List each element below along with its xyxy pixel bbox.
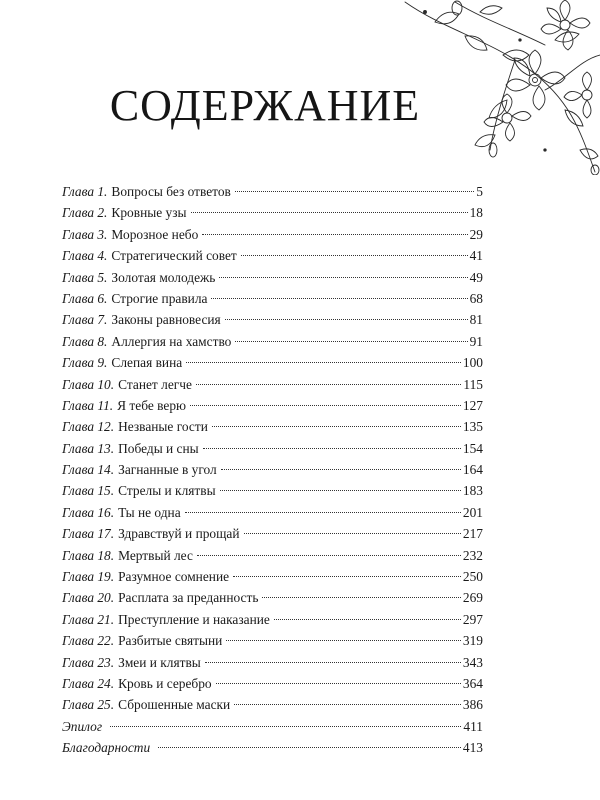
entry-label: Глава 1. xyxy=(62,184,108,199)
entry-label: Глава 22. xyxy=(62,633,115,649)
entry-title: Стратегический совет xyxy=(111,248,237,264)
dot-leader xyxy=(110,726,461,727)
entry-page-number: 343 xyxy=(462,654,483,670)
table-of-contents xyxy=(62,181,483,759)
entry-label: Глава 16. xyxy=(62,504,115,520)
entry-title: Ты не одна xyxy=(118,504,181,520)
entry-label: Глава 11. xyxy=(62,397,114,413)
entry-label: Глава 17. xyxy=(62,526,115,542)
entry-title: Разбитые святыни xyxy=(118,633,223,649)
toc-entry xyxy=(62,352,483,373)
entry-page-number: 91 xyxy=(469,333,483,349)
page-title: СОДЕРЖАНИЕ xyxy=(109,81,421,130)
entry-title: Строгие правила xyxy=(111,290,208,306)
entry-title: Победы и сны xyxy=(118,440,199,456)
entry-title: Стрелы и клятвы xyxy=(118,483,216,499)
toc-entry xyxy=(62,267,483,288)
entry-label: Глава 25. xyxy=(62,697,115,713)
entry-page-number: 81 xyxy=(469,312,483,328)
dot-leader xyxy=(225,319,468,320)
dot-leader xyxy=(262,597,460,598)
entry-page-number: 319 xyxy=(462,633,483,649)
toc-entry xyxy=(62,694,483,715)
dot-leader xyxy=(190,405,461,406)
dot-leader xyxy=(274,619,461,620)
dot-leader xyxy=(233,576,461,577)
entry-label: Глава 23. xyxy=(62,654,115,670)
dot-leader xyxy=(191,212,468,213)
dot-leader xyxy=(205,662,461,663)
entry-title: Змеи и клятвы xyxy=(118,654,201,670)
entry-label: Глава 18. xyxy=(62,547,115,563)
entry-label: Глава 19. xyxy=(62,569,115,585)
dot-leader xyxy=(185,512,461,513)
entry-label: Глава 8. xyxy=(62,333,108,349)
entry-title: Слепая вина xyxy=(111,355,183,371)
toc-entry xyxy=(62,630,483,651)
entry-page-number: 297 xyxy=(462,611,483,627)
entry-title: Здравствуй и прощай xyxy=(118,526,240,542)
toc-entry xyxy=(62,566,483,587)
entry-label: Глава 6. xyxy=(62,290,108,306)
entry-title: Мертвый лес xyxy=(118,547,193,563)
entry-page-number: 217 xyxy=(462,526,483,542)
entry-title: Расплата за преданность xyxy=(118,590,259,606)
entry-page-number: 49 xyxy=(469,269,483,285)
dot-leader xyxy=(241,255,468,256)
toc-entry xyxy=(62,416,483,437)
dot-leader xyxy=(244,533,461,534)
entry-title: Незваные гости xyxy=(118,419,208,435)
entry-label: Глава 9. xyxy=(62,355,108,371)
entry-page-number: 18 xyxy=(469,205,483,221)
entry-page-number: 201 xyxy=(462,504,483,520)
entry-page-number: 269 xyxy=(462,590,483,606)
entry-page-number: 364 xyxy=(462,675,483,691)
entry-page-number: 164 xyxy=(462,462,483,478)
toc-entry xyxy=(62,480,483,501)
toc-entry xyxy=(62,545,483,566)
entry-page-number: 68 xyxy=(469,290,483,306)
entry-title: Разумное сомнение xyxy=(118,569,230,585)
dot-leader xyxy=(203,448,461,449)
dot-leader xyxy=(186,362,461,363)
entry-title: Аллергия на хамство xyxy=(111,333,232,349)
dot-leader xyxy=(219,277,467,278)
entry-page-number: 5 xyxy=(476,184,483,199)
toc-entry xyxy=(62,502,483,523)
toc-entry xyxy=(62,587,483,608)
entry-title: Кровные узы xyxy=(111,205,187,221)
toc-entry xyxy=(62,652,483,673)
dot-leader xyxy=(202,234,467,235)
toc-entry xyxy=(62,673,483,694)
toc-entry xyxy=(62,523,483,544)
entry-title: Я тебе верю xyxy=(117,397,187,413)
entry-title: Загнанные в угол xyxy=(118,462,217,478)
dot-leader xyxy=(212,426,461,427)
entry-page-number: 100 xyxy=(462,355,483,371)
toc-entry xyxy=(62,288,483,309)
entry-page-number: 115 xyxy=(463,376,483,392)
toc-entry xyxy=(62,459,483,480)
dot-leader xyxy=(196,384,461,385)
entry-label: Глава 15. xyxy=(62,483,115,499)
entry-page-number: 232 xyxy=(462,547,483,563)
entry-label: Глава 10. xyxy=(62,376,115,392)
toc-entry xyxy=(62,309,483,330)
dot-leader xyxy=(158,747,461,748)
toc-entry xyxy=(62,438,483,459)
toc-entry xyxy=(62,181,483,202)
entry-label: Глава 5. xyxy=(62,269,108,285)
entry-page-number: 127 xyxy=(462,397,483,413)
entry-label: Глава 4. xyxy=(62,248,108,264)
entry-page-number: 41 xyxy=(469,248,483,264)
entry-label: Глава 13. xyxy=(62,440,115,456)
entry-label: Глава 3. xyxy=(62,226,108,242)
entry-title: Станет легче xyxy=(118,376,192,392)
entry-label: Благодарности xyxy=(62,740,151,756)
entry-page-number: 411 xyxy=(463,718,483,734)
entry-label: Глава 14. xyxy=(62,462,115,478)
dot-leader xyxy=(216,683,461,684)
toc-entry xyxy=(62,374,483,395)
entry-title: Морозное небо xyxy=(111,226,199,242)
dot-leader xyxy=(226,640,461,641)
entry-title: Кровь и серебро xyxy=(118,675,212,691)
toc-entry xyxy=(62,609,483,630)
dot-leader xyxy=(221,469,461,470)
toc-entry xyxy=(62,224,483,245)
entry-page-number: 135 xyxy=(462,419,483,435)
entry-title: Вопросы без ответов xyxy=(111,184,231,199)
dot-leader xyxy=(235,341,467,342)
entry-label: Глава 24. xyxy=(62,675,115,691)
entry-label: Глава 21. xyxy=(62,611,115,627)
entry-page-number: 29 xyxy=(469,226,483,242)
entry-page-number: 154 xyxy=(462,440,483,456)
entry-label: Глава 20. xyxy=(62,590,115,606)
dot-leader xyxy=(197,555,461,556)
entry-title: Сброшенные маски xyxy=(118,697,231,713)
entry-label: Глава 12. xyxy=(62,419,115,435)
dot-leader xyxy=(234,704,461,705)
toc-entry xyxy=(62,245,483,266)
entry-label: Глава 2. xyxy=(62,205,108,221)
toc-entry xyxy=(62,395,483,416)
entry-label: Глава 7. xyxy=(62,312,108,328)
entry-page-number: 183 xyxy=(462,483,483,499)
entry-label: Эпилог xyxy=(62,718,103,734)
entry-page-number: 413 xyxy=(462,740,483,756)
entry-title: Преступление и наказание xyxy=(118,611,270,627)
dot-leader xyxy=(220,490,461,491)
entry-title: Золотая молодежь xyxy=(111,269,216,285)
dot-leader xyxy=(235,191,474,192)
entry-title: Законы равновесия xyxy=(111,312,221,328)
toc-entry xyxy=(62,202,483,223)
toc-entry xyxy=(62,331,483,352)
entry-page-number: 250 xyxy=(462,569,483,585)
entry-page-number: 386 xyxy=(462,697,483,713)
dot-leader xyxy=(211,298,467,299)
toc-entry xyxy=(62,716,483,737)
toc-entry xyxy=(62,737,483,758)
